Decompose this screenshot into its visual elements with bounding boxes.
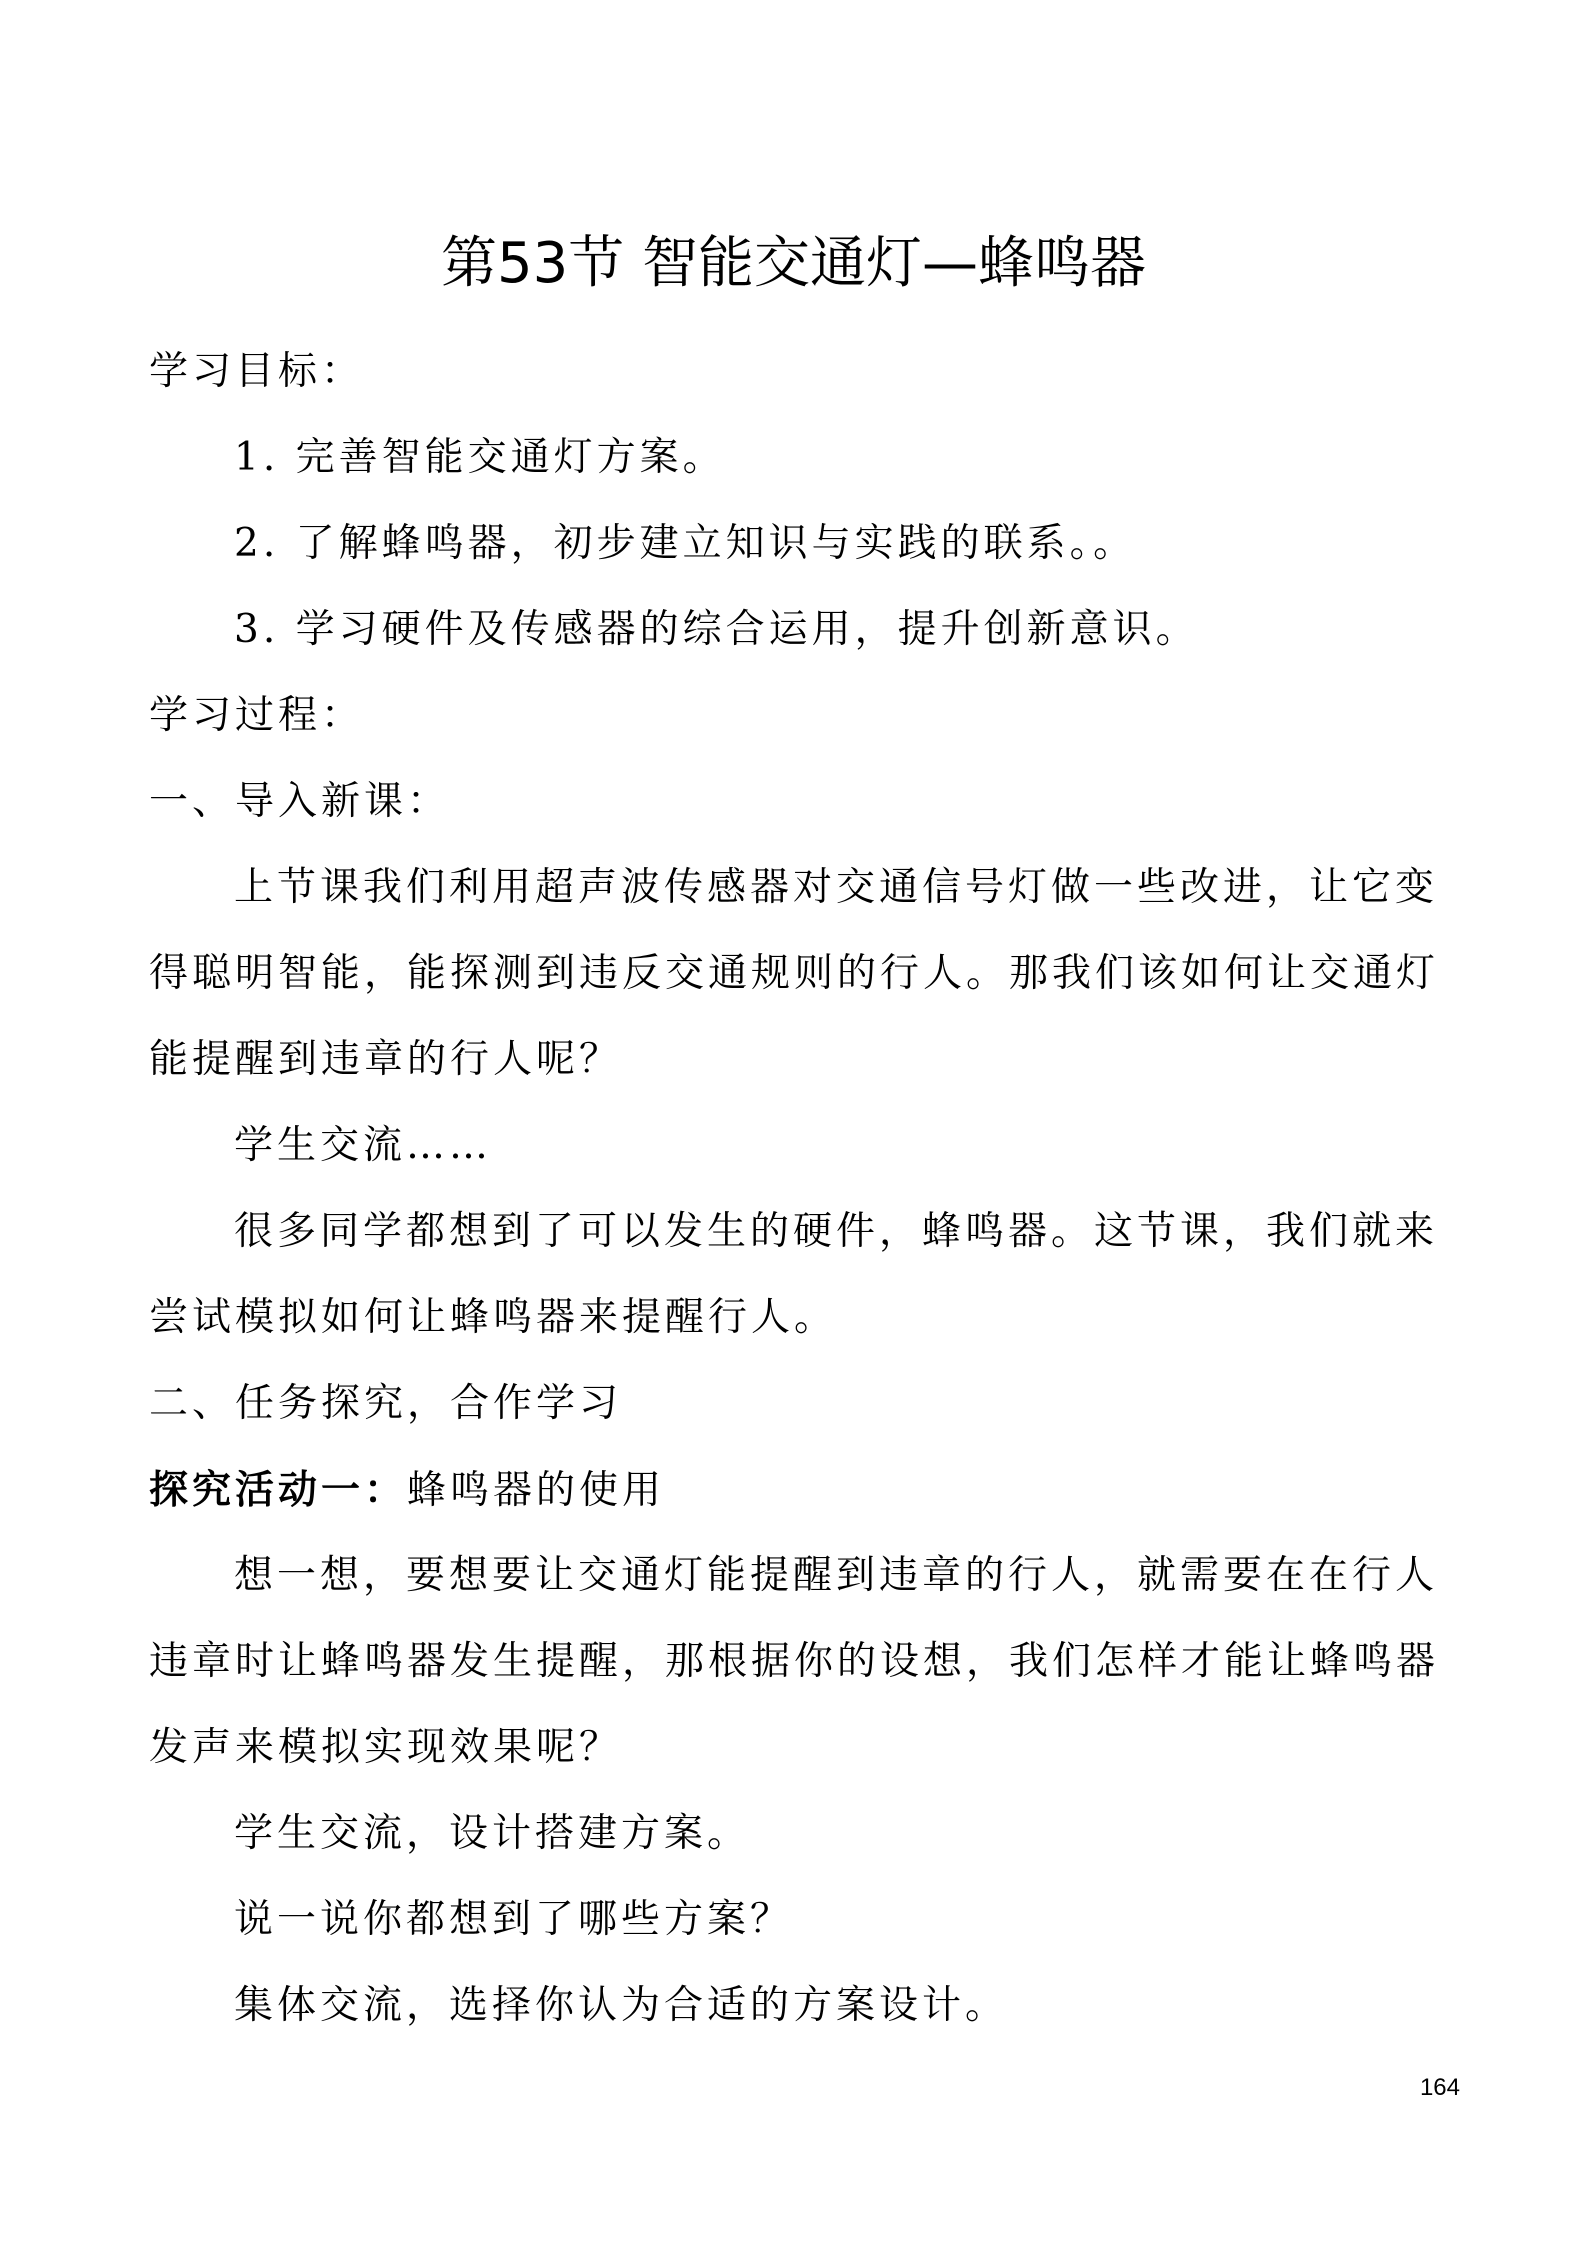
paragraph-line: 得聪明智能，能探测到违反交通规则的行人。那我们该如何让交通灯 xyxy=(149,951,1440,996)
paragraph-line: 集体交流，选择你认为合适的方案设计。 xyxy=(234,1983,1009,2028)
paragraph-line: 说一说你都想到了哪些方案？ xyxy=(234,1897,794,1942)
paragraph-line: 很多同学都想到了可以发生的硬件，蜂鸣器。这节课，我们就来 xyxy=(234,1209,1439,1254)
paragraph-line: 学生交流…… xyxy=(234,1123,493,1168)
objective-item-1: 1. 完善智能交通灯方案。 xyxy=(234,435,726,480)
activity-one-topic: 蜂鸣器的使用 xyxy=(407,1468,666,1513)
section-two-heading: 二、任务探究，合作学习 xyxy=(149,1381,623,1426)
paragraph-line: 发声来模拟实现效果呢？ xyxy=(149,1725,623,1770)
objectives-heading: 学习目标： xyxy=(149,349,365,394)
paragraph-line: 尝试模拟如何让蜂鸣器来提醒行人。 xyxy=(149,1295,838,1340)
activity-one-label: 探究活动一： xyxy=(149,1467,408,1513)
paragraph-line: 能提醒到违章的行人呢？ xyxy=(149,1037,623,1082)
objective-item-3: 3. 学习硬件及传感器的综合运用，提升创新意识。 xyxy=(234,607,1199,652)
page-title: 第53节 智能交通灯—蜂鸣器 xyxy=(440,231,1147,296)
process-heading: 学习过程： xyxy=(149,693,365,738)
paragraph-line: 学生交流，设计搭建方案。 xyxy=(234,1811,751,1856)
section-one-heading: 一、导入新课： xyxy=(149,779,451,824)
page-number: 164 xyxy=(1419,2074,1460,2101)
paragraph-line: 想一想，要想要让交通灯能提醒到违章的行人，就需要在在行人 xyxy=(234,1553,1439,1598)
paragraph-line: 上节课我们利用超声波传感器对交通信号灯做一些改进，让它变 xyxy=(234,865,1439,910)
activity-one-heading xyxy=(149,1460,1449,1521)
objective-item-2: 2. 了解蜂鸣器，初步建立知识与实践的联系。。 xyxy=(234,521,1137,566)
paragraph-line: 违章时让蜂鸣器发生提醒，那根据你的设想，我们怎样才能让蜂鸣器 xyxy=(149,1639,1440,1684)
